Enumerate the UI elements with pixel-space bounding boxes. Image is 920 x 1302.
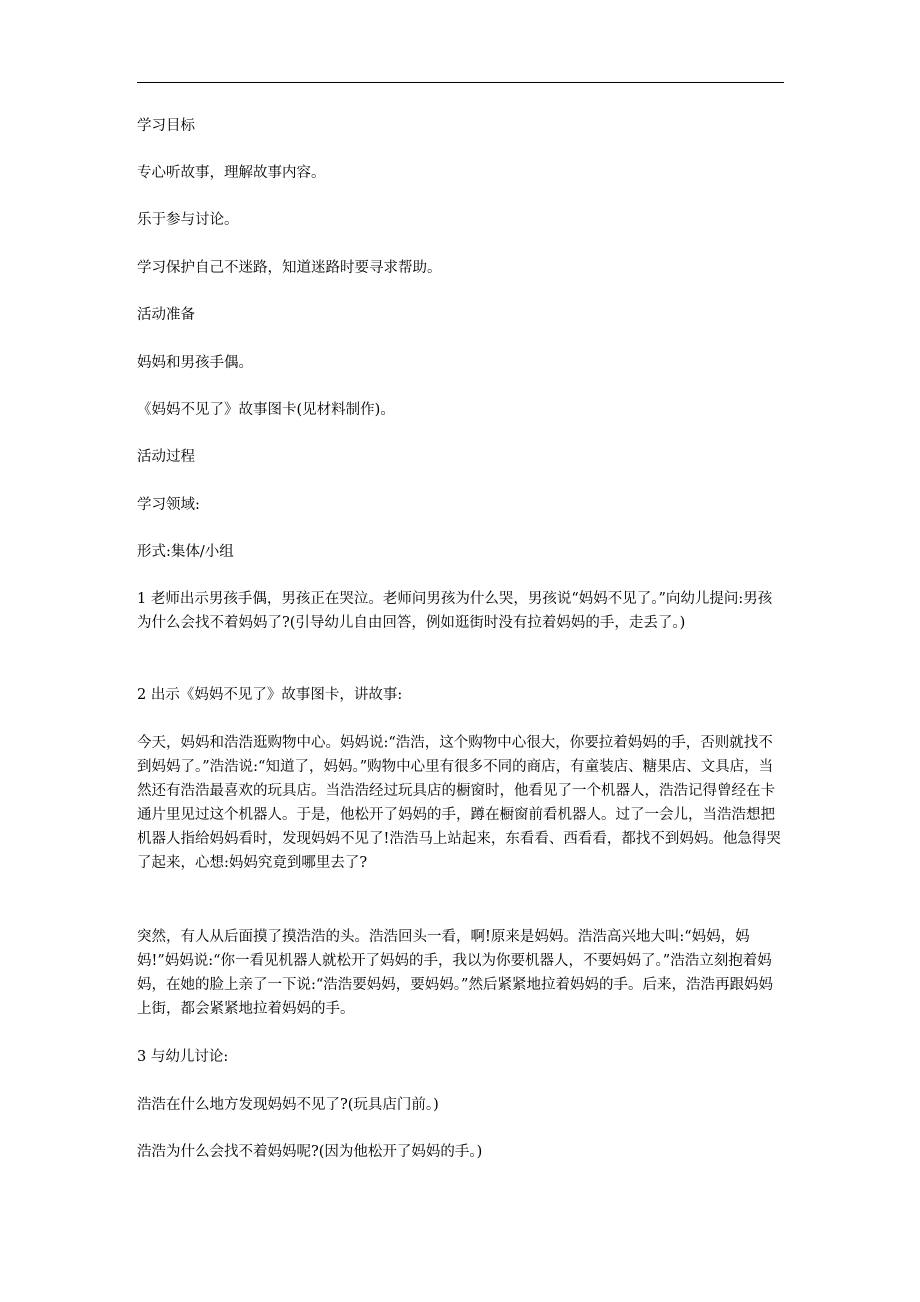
heading-activity-process: 活动过程 bbox=[137, 449, 195, 465]
goal-item: 乐于参与讨论。 bbox=[137, 212, 239, 228]
prep-item: 妈妈和男孩手偶。 bbox=[137, 355, 253, 371]
heading-activity-prep: 活动准备 bbox=[137, 307, 195, 323]
step-1-paragraph: 1 老师出示男孩手偶，男孩正在哭泣。老师问男孩为什么哭，男孩说“妈妈不见了。”向幼儿提问:男孩为什么会找不着妈妈了?(引导幼儿自由回答，例如逛街时没有拉着妈妈的手，走丢了。) bbox=[137, 591, 773, 631]
goal-item: 专心听故事，理解故事内容。 bbox=[137, 165, 326, 181]
learning-domain: 学习领域: bbox=[137, 497, 200, 513]
story-paragraph-1: 今天，妈妈和浩浩逛购物中心。妈妈说:“浩浩，这个购物中心很大，你要拉着妈妈的手，否则就找不到妈妈了。”浩浩说:“知道了，妈妈。”购物中心里有很多不同的商店，有童装店、糖果店、文具店，当然还有浩浩最喜欢的玩具店。当浩浩经过玩具店的橱窗时，他看见了一个机器人，浩浩记得曾经在卡通片里见过这个机器人。于是，他松开了妈妈的手，蹲在橱窗前看机器人。过了一会儿，当浩浩想把机器人指给妈妈看时，发现妈妈不见了!浩浩马上站起来，东看看、西看看，都找不到妈妈。他急得哭了起来，心想:妈妈究竟到哪里去了? bbox=[137, 735, 781, 871]
goal-item: 学习保护自己不迷路，知道迷路时要寻求帮助。 bbox=[137, 260, 442, 276]
story-paragraph-2: 突然，有人从后面摸了摸浩浩的头。浩浩回头一看，啊!原来是妈妈。浩浩高兴地大叫:“妈妈，妈妈!”妈妈说:“你一看见机器人就松开了妈妈的手，我以为你要机器人，不要妈妈了。”浩浩立刻抱着妈妈，在她的脸上亲了一下说:“浩浩要妈妈，要妈妈。”然后紧紧地拉着妈妈的手。后来，浩浩再跟妈妈上街，都会紧紧地拉着妈妈的手。 bbox=[137, 929, 773, 1017]
step-3-paragraph: 3 与幼儿讨论: bbox=[137, 1049, 229, 1065]
heading-learning-goals: 学习目标 bbox=[137, 118, 195, 134]
prep-item: 《妈妈不见了》故事图卡(见材料制作)。 bbox=[137, 402, 395, 418]
header-rule bbox=[137, 82, 784, 83]
activity-format: 形式:集体/小组 bbox=[137, 544, 234, 560]
step-2-paragraph: 2 出示《妈妈不见了》故事图卡，讲故事: bbox=[137, 687, 403, 703]
discussion-question: 浩浩在什么地方发现妈妈不见了?(玩具店门前。) bbox=[137, 1097, 439, 1113]
discussion-question: 浩浩为什么会找不着妈妈呢?(因为他松开了妈妈的手。) bbox=[137, 1144, 483, 1160]
